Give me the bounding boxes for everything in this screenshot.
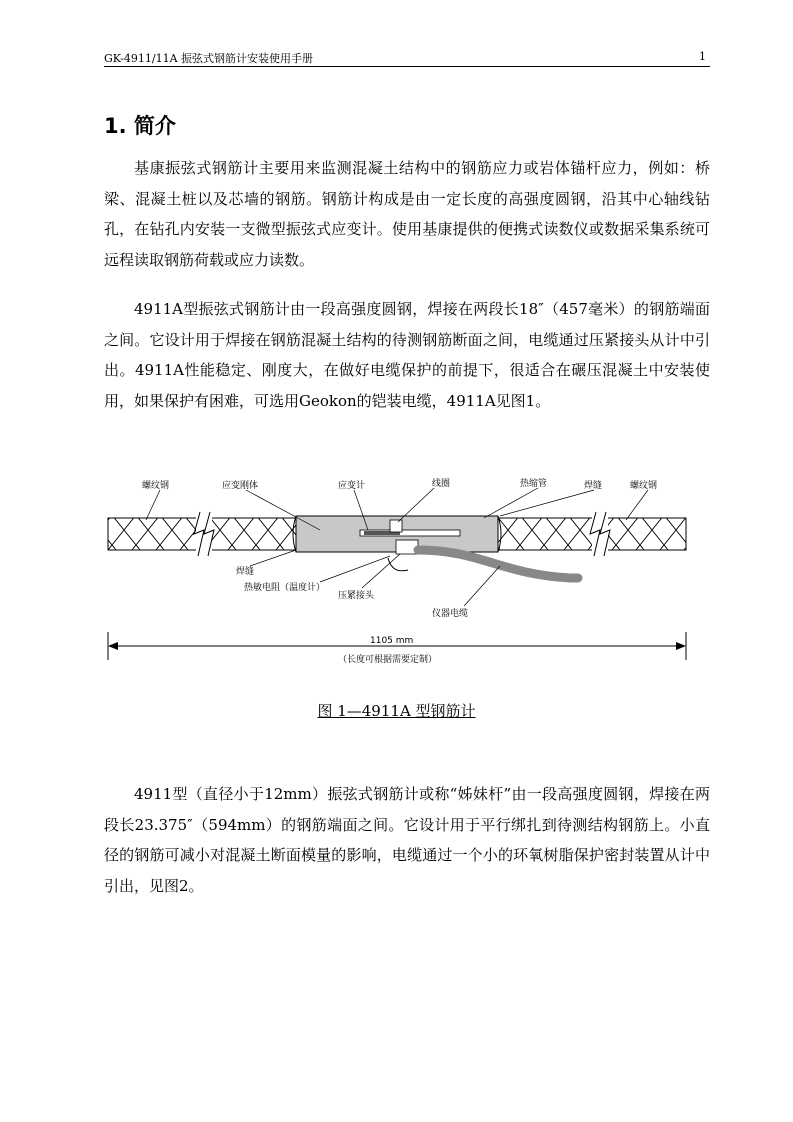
label-dimension-note: （长度可根据需要定制）	[338, 655, 438, 665]
rebar-meter-diagram	[100, 470, 700, 670]
header-title: GK-4911/11A 振弦式钢筋计安装使用手册	[104, 52, 314, 65]
paragraph-4911: 4911型（直径小于12mm）振弦式钢筋计或称“姊妹杆”由一段高强度圆钢，焊接在两段长23.375″（594mm）的钢筋端面之间。它设计用于平行绑扎到待测结构钢筋上。小直径的钢筋可减小对混凝土断面模量的影响，电缆通过一个小的环氧树脂保护密封装置从计中引出，见图2。	[104, 785, 710, 895]
label-rebar-left: 螺纹钢	[142, 481, 170, 491]
figure-caption	[0, 700, 793, 721]
label-weld-right: 焊缝	[584, 481, 603, 491]
figure-1-diagram	[100, 470, 700, 670]
label-weld-left: 焊缝	[236, 567, 255, 577]
leader-heat-shrink	[484, 488, 538, 518]
instrument-cable	[418, 550, 578, 578]
label-thermistor: 热敏电阻（温度计）	[244, 583, 326, 593]
thermistor-lead	[388, 558, 408, 571]
leader-weld-left	[250, 550, 296, 566]
label-strain-body: 应变刚体	[222, 481, 259, 491]
paragraph-intro: 基康振弦式钢筋计主要用来监测混凝土结构中的钢筋应力或岩体锚杆应力，例如：桥梁、混凝土桩以及芯墙的钢筋。钢筋计构成是由一定长度的高强度圆钢，沿其中心轴线钻孔，在钻孔内安装一支微型振弦式应变计。使用基康提供的便携式读数仪或数据采集系统可远程读取钢筋荷载或应力读数。	[104, 159, 710, 269]
leader-thermistor	[320, 556, 390, 582]
label-coil: 线圈	[432, 479, 451, 489]
label-compression-fitting: 压紧接头	[338, 591, 375, 601]
label-strain-gauge: 应变计	[338, 481, 366, 491]
dimension-arrow-right	[676, 642, 686, 650]
label-dimension: 1105 mm	[370, 636, 414, 646]
label-cable: 仪器电缆	[432, 609, 469, 619]
leader-weld-right	[500, 490, 594, 516]
leader-cable	[464, 566, 500, 606]
paragraph-4911a: 4911A型振弦式钢筋计由一段高强度圆钢，焊接在两段长18″（457毫米）的钢筋端面之间。它设计用于焊接在钢筋混凝土结构的待测钢筋断面之间，电缆通过压紧接头从计中引出。4911A性能稳定、刚度大，在做好电缆保护的前提下，很适合在碾压混凝土中安装使用，如果保护有困难，可选用Geokon的铠装电缆，4911A见图1。	[104, 300, 710, 410]
leader-rebar-right	[626, 490, 648, 520]
page-header	[104, 46, 710, 67]
label-heat-shrink: 热缩管	[520, 479, 548, 489]
page-number: 1	[699, 50, 706, 63]
section-heading: 1. 简介	[104, 114, 176, 138]
coil	[390, 520, 402, 532]
dimension-arrow-left	[108, 642, 118, 650]
label-rebar-right: 螺纹钢	[630, 481, 658, 491]
figure-caption-text: 图 1—4911A 型钢筋计	[317, 702, 476, 720]
leader-rebar-left	[146, 490, 160, 520]
